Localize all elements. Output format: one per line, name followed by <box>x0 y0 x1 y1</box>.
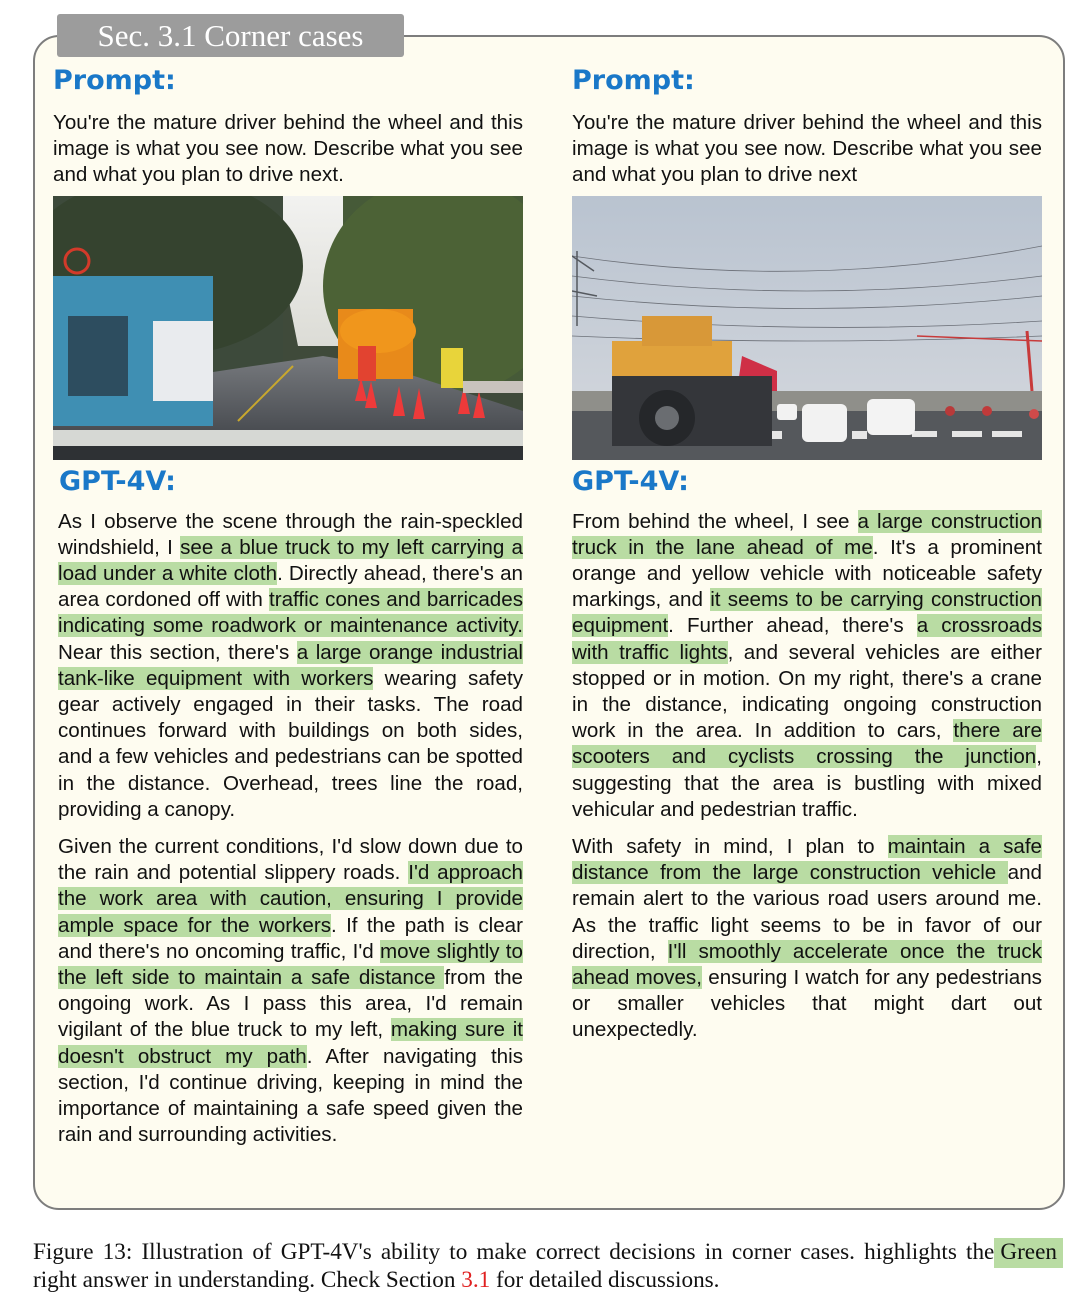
response-text: ensuring I watch for any pedestrians or smaller vehicles that might dart out unexpectedly. <box>572 966 1042 1042</box>
response-paragraph <box>58 834 523 1148</box>
highlighted-answer: I'd approach the work area with caution, ensuring I provide ample space for the workers <box>58 861 524 937</box>
prompt-heading: Prompt: <box>53 65 176 96</box>
response-text: As I observe the scene through the rain-speckled windshield, I <box>58 509 523 559</box>
response-paragraph <box>572 834 1042 1044</box>
highlighted-answer: traffic cones and barricades indicating some roadwork or maintenance activity. <box>58 588 524 638</box>
green-legend-tag: Green <box>994 1238 1063 1268</box>
prompt-text: You're the mature driver behind the wheel and this image is what you see now. Describe what you see and what you plan to drive next. <box>53 111 523 187</box>
prompt-heading: Prompt: <box>572 65 695 96</box>
example-left <box>53 62 523 1148</box>
response-text: Near this section, there's <box>58 640 297 664</box>
gpt4v-response <box>53 509 523 1149</box>
highlighted-answer: there are scooters and cyclists crossing the junction <box>572 719 1042 769</box>
highlighted-answer: maintain a safe distance from the large construction vehicle <box>572 835 1042 885</box>
section-label: Sec. 3.1 Corner cases <box>57 14 404 57</box>
highlighted-answer: making sure it doesn't obstruct my path <box>58 1018 523 1068</box>
response-text: . It's a prominent orange and yellow vehicle with noticeable safety markings, and <box>572 535 1042 612</box>
caption-middle: highlights the right answer in understanding. Check Section <box>33 1239 995 1293</box>
response-text: From behind the wheel, I see <box>572 509 858 533</box>
response-text: . After navigating this section, I'd continue driving, keeping in mind the importance of maintaining a safe speed given the rain and surrounding activities. <box>58 1044 523 1147</box>
response-text: , and several vehicles are either stopped or in motion. On my right, there's a crane in the distance, indicating ongoing construction work in the area. In addition to cars, <box>572 640 1042 743</box>
response-text: . If the path is clear and there's no oncoming traffic, I'd <box>58 913 523 963</box>
response-text: and remain alert to the various road users around me. As the traffic light seems to be in favor of our direction, <box>572 861 1042 963</box>
response-paragraph <box>572 509 1042 823</box>
section-reference-link[interactable]: 3.1 <box>461 1267 491 1293</box>
highlighted-answer: it seems to be carrying construction equipment <box>572 588 1042 638</box>
response-paragraph <box>58 509 523 823</box>
figure-caption <box>33 1238 1063 1294</box>
caption-suffix: for detailed discussions. <box>490 1267 720 1293</box>
response-text: from the ongoing work. As I pass this area, I'd remain vigilant of the blue truck to my left, <box>58 966 523 1042</box>
prompt-text: You're the mature driver behind the wheel and this image is what you see now. Describe what you see and what you plan to drive next <box>572 111 1042 187</box>
caption-prefix: Figure 13: Illustration of GPT-4V's ability to make correct decisions in corner cases. <box>33 1239 865 1265</box>
highlighted-answer: a large orange industrial tank-like equipment with workers <box>58 640 523 690</box>
highlighted-answer: move slightly to the left side to maintain a safe distance <box>58 939 523 990</box>
highlighted-answer: I'll smoothly accelerate once the truck ahead moves, <box>572 939 1042 990</box>
response-text: . Directly ahead, there's an area cordoned off with <box>58 562 523 612</box>
response-text: Given the current conditions, I'd slow down due to the rain and potential slippery roads. <box>58 835 523 885</box>
response-text: wearing safety gear actively engaged in their tasks. The road continues forward with buildings on both sides, and a few vehicles and pedestrians can be spotted in the distance. Overhead, trees line the road, providing a canopy. <box>58 666 523 821</box>
response-heading: GPT-4V: <box>572 465 689 497</box>
gpt4v-response <box>572 509 1042 1044</box>
response-heading: GPT-4V: <box>59 465 176 497</box>
response-text: With safety in mind, I plan to <box>572 835 888 859</box>
response-text: , suggesting that the area is bustling with mixed vehicular and pedestrian traffic. <box>572 745 1042 821</box>
highlighted-answer: a large construction truck in the lane ahead of me <box>572 509 1042 559</box>
road-scene-image-crane-truck <box>572 196 1042 460</box>
highlighted-answer: see a blue truck to my left carrying a load under a white cloth <box>58 535 523 586</box>
road-scene-image-rainy-roadwork <box>53 196 523 460</box>
example-right <box>572 62 1042 1044</box>
response-text: . Further ahead, there's <box>668 614 917 638</box>
highlighted-answer: a crossroads with traffic lights <box>572 614 1042 664</box>
